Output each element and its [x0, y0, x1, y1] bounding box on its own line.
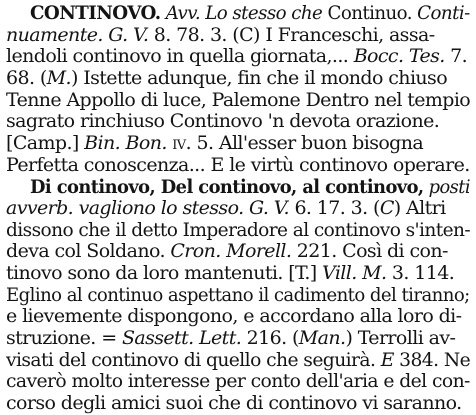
- text-segment: Eglino al continuo aspettano il cadimento del tiranno;: [6, 284, 470, 306]
- text-segment: C: [379, 197, 394, 219]
- text-segment: visati del continovo di quello che seguirà.: [6, 349, 381, 371]
- text-segment: M.: [46, 67, 71, 89]
- entry-line: [6, 284, 470, 307]
- text-segment: e lievemente dispongono, e accordano alla loro di-: [6, 305, 462, 327]
- entry-line: [6, 45, 470, 68]
- text-segment: ) Terrolli av-: [345, 327, 456, 349]
- entry-line: [30, 2, 470, 25]
- entry-line: [6, 305, 470, 328]
- text-segment: lendoli continovo in quella giornata,...: [6, 45, 354, 67]
- entry-line: [6, 154, 470, 177]
- text-segment: dissono che il detto Imperadore al continovo s'inten-: [6, 219, 470, 241]
- entry-line: [6, 89, 470, 112]
- text-segment: nuamente. G. V.: [6, 24, 149, 46]
- text-segment: Bocc. Tes.: [353, 45, 445, 67]
- text-segment: Conti-: [417, 2, 470, 24]
- text-segment: CONTINOVO.: [30, 2, 161, 24]
- text-segment: Man.: [298, 327, 346, 349]
- entry-line: [6, 219, 470, 242]
- text-segment: caverò molto interesse per conto dell'aria e del con-: [6, 370, 470, 392]
- text-segment: Bin. Bon.: [84, 132, 167, 154]
- text-segment: 221. Così di con-: [291, 240, 448, 262]
- text-segment: Sassett. Lett.: [121, 327, 242, 349]
- text-segment: tinovo sono da loro mantenuti. [T.]: [6, 262, 323, 284]
- text-segment: sagrato rinchiuso Continovo 'n devota orazione.: [6, 110, 440, 132]
- entry-line: [6, 110, 470, 133]
- text-segment: 216. (: [241, 327, 299, 349]
- entry-line: [6, 370, 470, 393]
- entry-line: [6, 262, 470, 285]
- text-segment: Avv. Lo stesso che: [165, 2, 323, 24]
- text-segment: 7.: [444, 45, 468, 67]
- entry-line: [6, 67, 470, 90]
- text-segment: Di continovo, Del continovo, al continovo,: [30, 176, 424, 198]
- text-segment: 3. 114.: [386, 262, 455, 284]
- text-segment: Vill. M.: [322, 262, 387, 284]
- text-segment: 8. 78. 3. (C) I Franceschi, assa-: [148, 24, 435, 46]
- text-segment: 384. Ne: [393, 349, 470, 371]
- text-segment: . 5. All'esser buon bisogna: [185, 132, 424, 154]
- entry-line: [6, 240, 470, 263]
- text-segment: 68. (: [6, 67, 47, 89]
- text-segment: ) Altri: [393, 197, 446, 219]
- entry-line: [6, 327, 470, 350]
- text-segment: 6. 17. 3. (: [289, 197, 380, 219]
- entry-line: [6, 349, 470, 372]
- text-segment: ) Istette adunque, fin che il mondo chiuso: [70, 67, 448, 89]
- text-segment: iv: [172, 132, 186, 154]
- text-segment: [Camp.]: [6, 132, 85, 154]
- text-segment: struzione. =: [6, 327, 122, 349]
- entry-line: [6, 132, 470, 155]
- text-segment: posti: [428, 176, 470, 198]
- text-segment: Continuo.: [322, 2, 418, 24]
- entry-line: [30, 176, 470, 199]
- entry-line: [6, 392, 470, 415]
- entry-line: [6, 197, 470, 220]
- text-segment: corso degli amici suoi che di continovo vi saranno.: [6, 392, 462, 414]
- text-segment: deva col Soldano.: [6, 240, 171, 262]
- entry-line: [6, 24, 470, 47]
- text-segment: E: [380, 349, 394, 371]
- text-segment: Tenne Appollo di luce, Palemone Dentro nel tempio: [6, 89, 470, 111]
- text-segment: Cron. Morell.: [170, 240, 292, 262]
- text-segment: avverb. vagliono lo stesso. G. V.: [6, 197, 289, 219]
- text-segment: Perfetta conoscenza... E le virtù continovo operare.: [6, 154, 470, 176]
